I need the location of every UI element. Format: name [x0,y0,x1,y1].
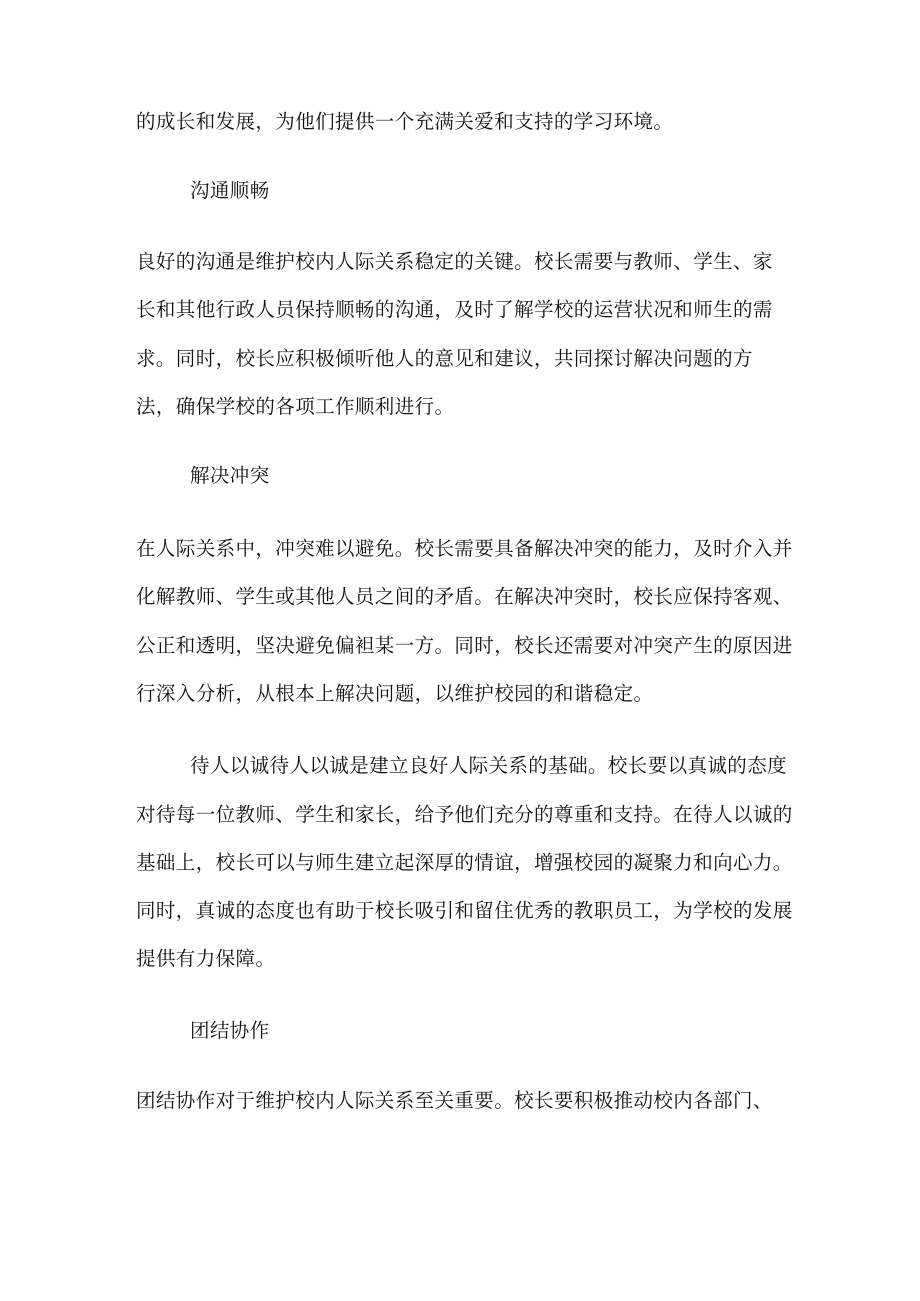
paragraph-line: 行深入分析，从根本上解决问题，以维护校园的和谐稳定。 [136,682,654,705]
paragraph-line: 提供有力保障。 [136,947,276,970]
paragraph-line: 的成长和发展，为他们提供一个充满关爱和支持的学习环境。 [136,110,674,133]
paragraph-line: 基础上，校长可以与师生建立起深厚的情谊，增强校园的凝聚力和向心力。 [136,851,793,874]
paragraph-line: 良好的沟通是维护校内人际关系稳定的关键。校长需要与教师、学生、家 [136,250,773,273]
section-heading: 解决冲突 [190,464,270,487]
section-heading: 团结协作 [190,1019,270,1042]
paragraph-line: 在人际关系中，冲突难以避免。校长需要具备解决冲突的能力，及时介入并 [136,537,793,560]
paragraph-line: 团结协作对于维护校内人际关系至关重要。校长要积极推动校内各部门、 [136,1089,773,1112]
paragraph-line: 求。同时，校长应积极倾听他人的意见和建议，共同探讨解决问题的方 [136,347,753,370]
paragraph-line: 待人以诚待人以诚是建立良好人际关系的基础。校长要以真诚的态度 [190,754,788,777]
paragraph-line: 公正和透明，坚决避免偏袒某一方。同时，校长还需要对冲突产生的原因进 [136,634,793,657]
section-heading: 沟通顺畅 [190,179,270,202]
paragraph-line: 长和其他行政人员保持顺畅的沟通，及时了解学校的运营状况和师生的需 [136,298,773,321]
paragraph-line: 化解教师、学生或其他人员之间的矛盾。在解决冲突时，校长应保持客观、 [136,585,793,608]
paragraph-line: 同时，真诚的态度也有助于校长吸引和留住优秀的教职员工，为学校的发展 [136,899,793,922]
paragraph-line: 对待每一位教师、学生和家长，给予他们充分的尊重和支持。在待人以诚的 [136,803,793,826]
paragraph-line: 法，确保学校的各项工作顺利进行。 [136,395,455,418]
